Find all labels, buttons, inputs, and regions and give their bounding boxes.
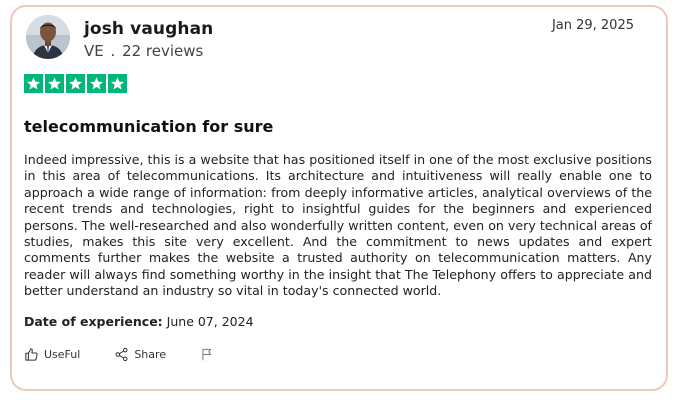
review-card <box>10 5 668 391</box>
flag-icon <box>200 347 214 362</box>
date-of-experience <box>24 314 254 329</box>
useful-label: UseFul <box>44 348 81 361</box>
meta-separator: . <box>105 42 121 60</box>
useful-button[interactable] <box>24 347 80 362</box>
report-button[interactable] <box>200 347 214 362</box>
experience-label: Date of experience: <box>24 314 163 329</box>
review-actions <box>24 347 214 362</box>
review-title[interactable]: telecommunication for sure <box>24 117 274 136</box>
star-icon <box>66 74 85 93</box>
reviewer-name[interactable]: josh vaughan <box>84 19 214 39</box>
review-date: Jan 29, 2025 <box>551 18 634 33</box>
reviewer-country: VE <box>84 42 104 60</box>
star-icon <box>24 74 43 93</box>
reviewer-review-count: 22 reviews <box>122 42 204 60</box>
thumbs-up-icon <box>24 347 39 362</box>
review-body: Indeed impressive, this is a website that has positioned itself in one of the most exclusive positions in this area of telecommunications. Its architecture and intuitiveness will really enable one to approach a wide range of information: from deeply informative articles, analytical overviews of the recent trends and technologies, right to insightful guides for the beginners and experienced persons. The well-researched and also wonderfully written content, even on very technical areas of studies, makes this site very excellent. And the commitment to news updates and expert comments further makes the website a trusted authority on telecommunication matters. Any reader will always find something worthy in the insight that The Telephony offers to appreciate and better understand an industry so vital in today's connected world. <box>24 152 652 299</box>
star-rating <box>24 74 127 93</box>
reviewer-meta <box>84 42 203 60</box>
star-icon <box>108 74 127 93</box>
star-icon <box>45 74 64 93</box>
share-button[interactable] <box>114 347 166 362</box>
star-icon <box>87 74 106 93</box>
avatar[interactable] <box>26 15 70 59</box>
share-icon <box>114 347 129 362</box>
experience-date: June 07, 2024 <box>166 314 254 329</box>
share-label: Share <box>134 348 167 361</box>
